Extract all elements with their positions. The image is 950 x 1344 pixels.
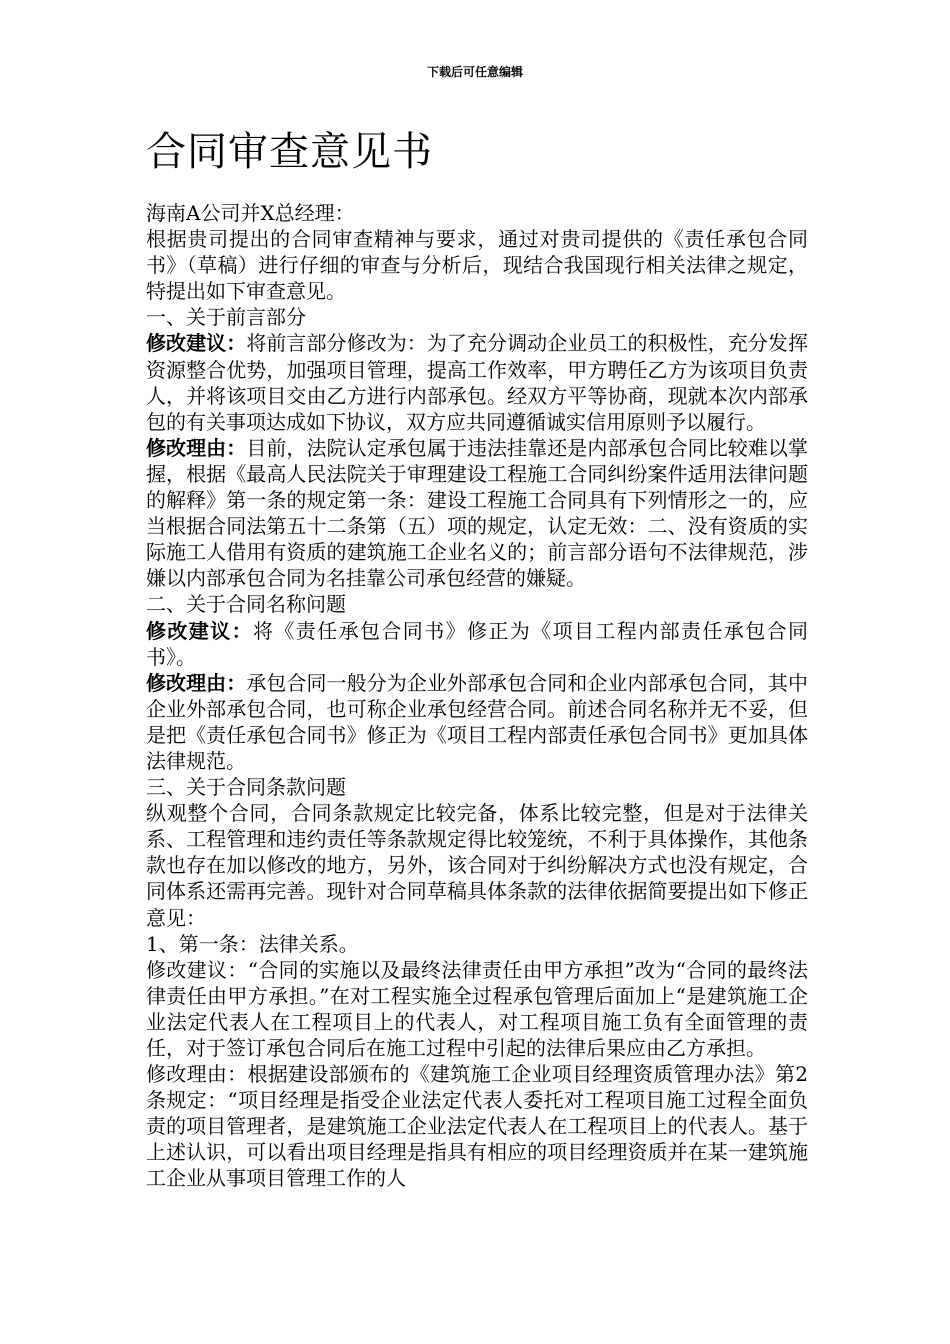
paragraph-text: 承包合同一般分为企业外部承包合同和企业内部承包合同，其中企业外部承包合同，也可称企业承包经营合同。前述合同名称并无不妥，但是把《责任承包合同书》修正为《项目工程内部责任承包合同书》更加具体法律规范。	[146, 670, 808, 773]
paragraph-text: 将前言部分修改为：为了充分调动企业员工的积极性，充分发挥资源整合优势，加强项目管理，提高工作效率，甲方聘任乙方为该项目负责人，并将该项目交由乙方进行内部承包。经双方平等协商，现就本次内部承包的有关事项达成如下协议，双方应共同遵循诚实信用原则予以履行。	[146, 331, 808, 434]
reason-paragraph	[146, 435, 808, 592]
paragraph-text: 修改建议：“合同的实施以及最终法律责任由甲方承担”改为“合同的最终法律责任由甲方承担。”在对工程实施全过程承包管理后面加上“是建筑施工企业法定代表人在工程项目上的代表人，对工程项目施工负有全面管理的责任，对于签订承包合同后在施工过程中引起的法律后果应由乙方承担。	[146, 957, 808, 1060]
paragraph-text: 纵观整个合同，合同条款规定比较完备，体系比较完整，但是对于法律关系、工程管理和违约责任等条款规定得比较笼统，不利于具体操作，其他条款也存在加以修改的地方，另外，该合同对于纠纷解决方式也没有规定，合同体系还需再完善。现针对合同草稿具体条款的法律依据简要提出如下修正意见：	[146, 801, 808, 930]
paragraph-text: 海南A公司并X总经理：	[146, 201, 355, 225]
paragraph-text: 目前，法院认定承包属于违法挂靠还是内部承包合同比较难以掌握，根据《最高人民法院关于审理建设工程施工合同纠纷案件适用法律问题的解释》第一条的规定第一条：建设工程施工合同具有下列情形之一的，应当根据合同法第五十二条第（五）项的规定，认定无效：二、没有资质的实际施工人借用有资质的建筑施工企业名义的；前言部分语句不法律规范，涉嫌以内部承包合同为名挂靠公司承包经营的嫌疑。	[146, 435, 808, 591]
clause-suggestion-paragraph	[146, 957, 808, 1061]
document-title: 合同审查意见书	[146, 129, 433, 175]
reason-label: 修改理由：	[146, 670, 247, 695]
reason-label: 修改理由：	[146, 435, 247, 460]
document-body	[146, 200, 808, 1192]
paragraph-text: 一、关于前言部分	[146, 305, 306, 330]
paragraph-text: 修改理由：根据建设部颁布的《建筑施工企业项目经理资质管理办法》第2条规定：“项目经理是指受企业法定代表人委托对工程项目施工过程全面负责的项目管理者，是建筑施工企业法定代表人在工程项目上的代表人。基于上述认识，可以看出项目经理是指具有相应的项目经理资质并在某一建筑施工企业从事项目管理工作的人	[146, 1062, 808, 1191]
paragraph-text: 将《责任承包合同书》修正为《项目工程内部责任承包合同书》。	[146, 618, 808, 669]
clause-reason-paragraph	[146, 1061, 808, 1191]
page-header-note: 下载后可任意编辑	[426, 65, 523, 79]
overview-paragraph	[146, 800, 808, 930]
salutation	[146, 200, 808, 226]
section-heading-preamble	[146, 304, 808, 330]
reason-paragraph	[146, 670, 808, 774]
paragraph-text: 二、关于合同名称问题	[146, 592, 346, 617]
section-heading-clauses	[146, 774, 808, 800]
suggestion-label: 修改建议：	[146, 331, 247, 356]
section-heading-contract-name	[146, 591, 808, 617]
paragraph-text: 三、关于合同条款问题	[146, 775, 346, 800]
clause-heading	[146, 931, 808, 957]
suggestion-label: 修改建议：	[146, 618, 253, 643]
paragraph-text: 1、第一条：法律关系。	[146, 931, 359, 956]
intro-paragraph	[146, 226, 808, 304]
suggestion-paragraph	[146, 330, 808, 434]
suggestion-paragraph	[146, 618, 808, 670]
paragraph-text: 根据贵司提出的合同审查精神与要求，通过对贵司提供的《责任承包合同书》（草稿）进行仔细的审查与分析后，现结合我国现行相关法律之规定，特提出如下审查意见。	[146, 227, 808, 304]
